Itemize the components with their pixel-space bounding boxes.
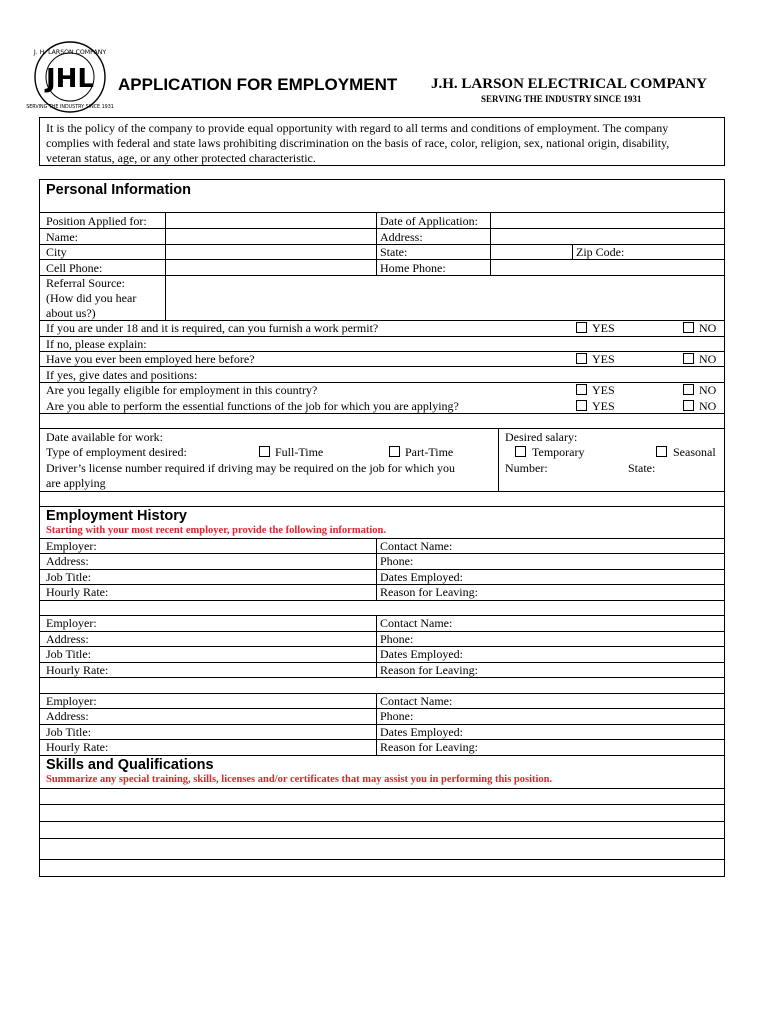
explain-label: If no, please explain: bbox=[46, 337, 147, 351]
full-time-label: Full-Time bbox=[275, 445, 324, 459]
name-field[interactable] bbox=[166, 229, 375, 243]
eligible-no-checkbox[interactable] bbox=[683, 384, 694, 395]
seasonal-checkbox[interactable] bbox=[656, 446, 667, 457]
employer-2-fields[interactable] bbox=[112, 616, 724, 676]
position-field[interactable] bbox=[166, 213, 375, 227]
date-application-field[interactable] bbox=[491, 213, 724, 227]
no-label: NO bbox=[699, 383, 717, 397]
date-application-label: Date of Application: bbox=[380, 214, 478, 228]
skills-line-1[interactable] bbox=[40, 789, 724, 803]
part-time-checkbox[interactable] bbox=[389, 446, 400, 457]
address-2-label: Address: bbox=[46, 632, 89, 646]
dates-positions-label: If yes, give dates and positions: bbox=[46, 368, 198, 382]
contact-3-label: Contact Name: bbox=[380, 694, 453, 708]
zip-label: Zip Code: bbox=[576, 245, 625, 259]
policy-line-2: complies with federal and state laws prohibiting discrimination on the basis of race, color, religion, sex, national origin, disability, bbox=[46, 136, 670, 150]
dates-positions-field[interactable] bbox=[210, 368, 724, 381]
rate-3-label: Hourly Rate: bbox=[46, 740, 109, 754]
referral-field[interactable] bbox=[166, 276, 724, 319]
date-available-label: Date available for work: bbox=[46, 430, 163, 444]
rate-2-label: Hourly Rate: bbox=[46, 663, 109, 677]
dates-3-label: Dates Employed: bbox=[380, 725, 463, 739]
under-18-question: If you are under 18 and it is required, can you furnish a work permit? bbox=[46, 321, 379, 335]
explain-field[interactable] bbox=[180, 337, 724, 350]
job-title-2-label: Job Title: bbox=[46, 647, 92, 661]
license-number-field[interactable] bbox=[552, 461, 624, 489]
perform-no-checkbox[interactable] bbox=[683, 400, 694, 411]
name-label: Name: bbox=[46, 230, 78, 244]
address-3-label: Address: bbox=[46, 709, 89, 723]
dates-2-label: Dates Employed: bbox=[380, 647, 463, 661]
address-field[interactable] bbox=[491, 229, 724, 243]
employer-2-label: Employer: bbox=[46, 616, 97, 630]
reason-3-label: Reason for Leaving: bbox=[380, 740, 478, 754]
svg-text:JHL: JHL bbox=[45, 64, 95, 94]
license-state-label: State: bbox=[628, 461, 656, 475]
employment-history-heading: Employment History bbox=[46, 508, 187, 524]
referral-label-1: Referral Source: bbox=[46, 276, 125, 290]
city-field[interactable] bbox=[166, 245, 375, 258]
phone-3-label: Phone: bbox=[380, 709, 414, 723]
seasonal-label: Seasonal bbox=[673, 445, 716, 459]
reason-2-label: Reason for Leaving: bbox=[380, 663, 478, 677]
company-name: J.H. LARSON ELECTRICAL COMPANY bbox=[431, 76, 707, 92]
desired-salary-field[interactable] bbox=[590, 430, 724, 443]
part-time-label: Part-Time bbox=[405, 445, 454, 459]
zip-field[interactable] bbox=[630, 245, 724, 258]
license-number-label: Number: bbox=[505, 461, 548, 475]
job-title-3-label: Job Title: bbox=[46, 725, 92, 739]
no-label: NO bbox=[699, 399, 717, 413]
home-phone-field[interactable] bbox=[491, 260, 724, 274]
policy-line-3: veteran status, age, or any other protected characteristic. bbox=[46, 151, 316, 165]
state-label: State: bbox=[380, 245, 408, 259]
cell-phone-label: Cell Phone: bbox=[46, 261, 103, 275]
job-title-1-label: Job Title: bbox=[46, 570, 92, 584]
city-label: City bbox=[46, 245, 67, 259]
employed-before-question: Have you ever been employed here before? bbox=[46, 352, 255, 366]
eligible-yes-checkbox[interactable] bbox=[576, 384, 587, 395]
employer-3-fields[interactable] bbox=[112, 694, 724, 754]
state-field[interactable] bbox=[491, 245, 571, 258]
address-label: Address: bbox=[380, 230, 423, 244]
svg-text:SERVING THE INDUSTRY SINCE 193: SERVING THE INDUSTRY SINCE 1931 bbox=[26, 105, 114, 110]
under-18-no-checkbox[interactable] bbox=[683, 322, 694, 333]
contact-2-label: Contact Name: bbox=[380, 616, 453, 630]
employment-type-label: Type of employment desired: bbox=[46, 445, 187, 459]
company-logo bbox=[26, 40, 114, 114]
skills-line-5[interactable] bbox=[40, 860, 724, 876]
policy-line-1: It is the policy of the company to provide equal opportunity with regard to all terms and conditions of employment. The company bbox=[46, 121, 669, 135]
company-tagline: SERVING THE INDUSTRY SINCE 1931 bbox=[481, 94, 642, 104]
skills-line-4[interactable] bbox=[40, 839, 724, 858]
employment-instruction: Starting with your most recent employer, provide the following information. bbox=[46, 525, 386, 536]
employed-before-yes-checkbox[interactable] bbox=[576, 353, 587, 364]
full-time-checkbox[interactable] bbox=[259, 446, 270, 457]
skills-heading: Skills and Qualifications bbox=[46, 757, 214, 773]
home-phone-label: Home Phone: bbox=[380, 261, 446, 275]
contact-1-label: Contact Name: bbox=[380, 539, 453, 553]
phone-1-label: Phone: bbox=[380, 554, 414, 568]
perform-question: Are you able to perform the essential functions of the job for which you are applying? bbox=[46, 399, 459, 413]
personal-info-heading: Personal Information bbox=[46, 182, 192, 198]
perform-yes-checkbox[interactable] bbox=[576, 400, 587, 411]
desired-salary-label: Desired salary: bbox=[505, 430, 578, 444]
yes-label: YES bbox=[592, 352, 615, 366]
yes-label: YES bbox=[592, 399, 615, 413]
temporary-checkbox[interactable] bbox=[515, 446, 526, 457]
yes-label: YES bbox=[592, 383, 615, 397]
employer-1-label: Employer: bbox=[46, 539, 97, 553]
skills-instruction: Summarize any special training, skills, licenses and/or certificates that may assist you in performing this position. bbox=[46, 774, 553, 785]
form-title: APPLICATION FOR EMPLOYMENT bbox=[118, 75, 398, 94]
license-note-2: are applying bbox=[46, 476, 106, 490]
svg-text:J. H. LARSON COMPANY: J. H. LARSON COMPANY bbox=[33, 49, 107, 56]
under-18-yes-checkbox[interactable] bbox=[576, 322, 587, 333]
skills-line-2[interactable] bbox=[40, 805, 724, 820]
yes-label: YES bbox=[592, 321, 615, 335]
employed-before-no-checkbox[interactable] bbox=[683, 353, 694, 364]
referral-label-3: about us?) bbox=[46, 306, 96, 320]
temporary-label: Temporary bbox=[532, 445, 585, 459]
skills-line-3[interactable] bbox=[40, 822, 724, 837]
cell-phone-field[interactable] bbox=[166, 260, 375, 274]
employer-3-label: Employer: bbox=[46, 694, 97, 708]
employer-1-fields[interactable] bbox=[112, 539, 724, 599]
eligible-question: Are you legally eligible for employment in this country? bbox=[46, 383, 318, 397]
no-label: NO bbox=[699, 321, 717, 335]
license-state-field[interactable] bbox=[662, 461, 724, 489]
referral-label-2: (How did you hear bbox=[46, 291, 137, 305]
license-note-1: Driver’s license number required if driving may be required on the job for which you bbox=[46, 461, 455, 475]
date-available-field[interactable] bbox=[176, 430, 496, 443]
no-label: NO bbox=[699, 352, 717, 366]
phone-2-label: Phone: bbox=[380, 632, 414, 646]
rate-1-label: Hourly Rate: bbox=[46, 585, 109, 599]
reason-1-label: Reason for Leaving: bbox=[380, 585, 478, 599]
dates-1-label: Dates Employed: bbox=[380, 570, 463, 584]
address-1-label: Address: bbox=[46, 554, 89, 568]
position-label: Position Applied for: bbox=[46, 214, 147, 228]
